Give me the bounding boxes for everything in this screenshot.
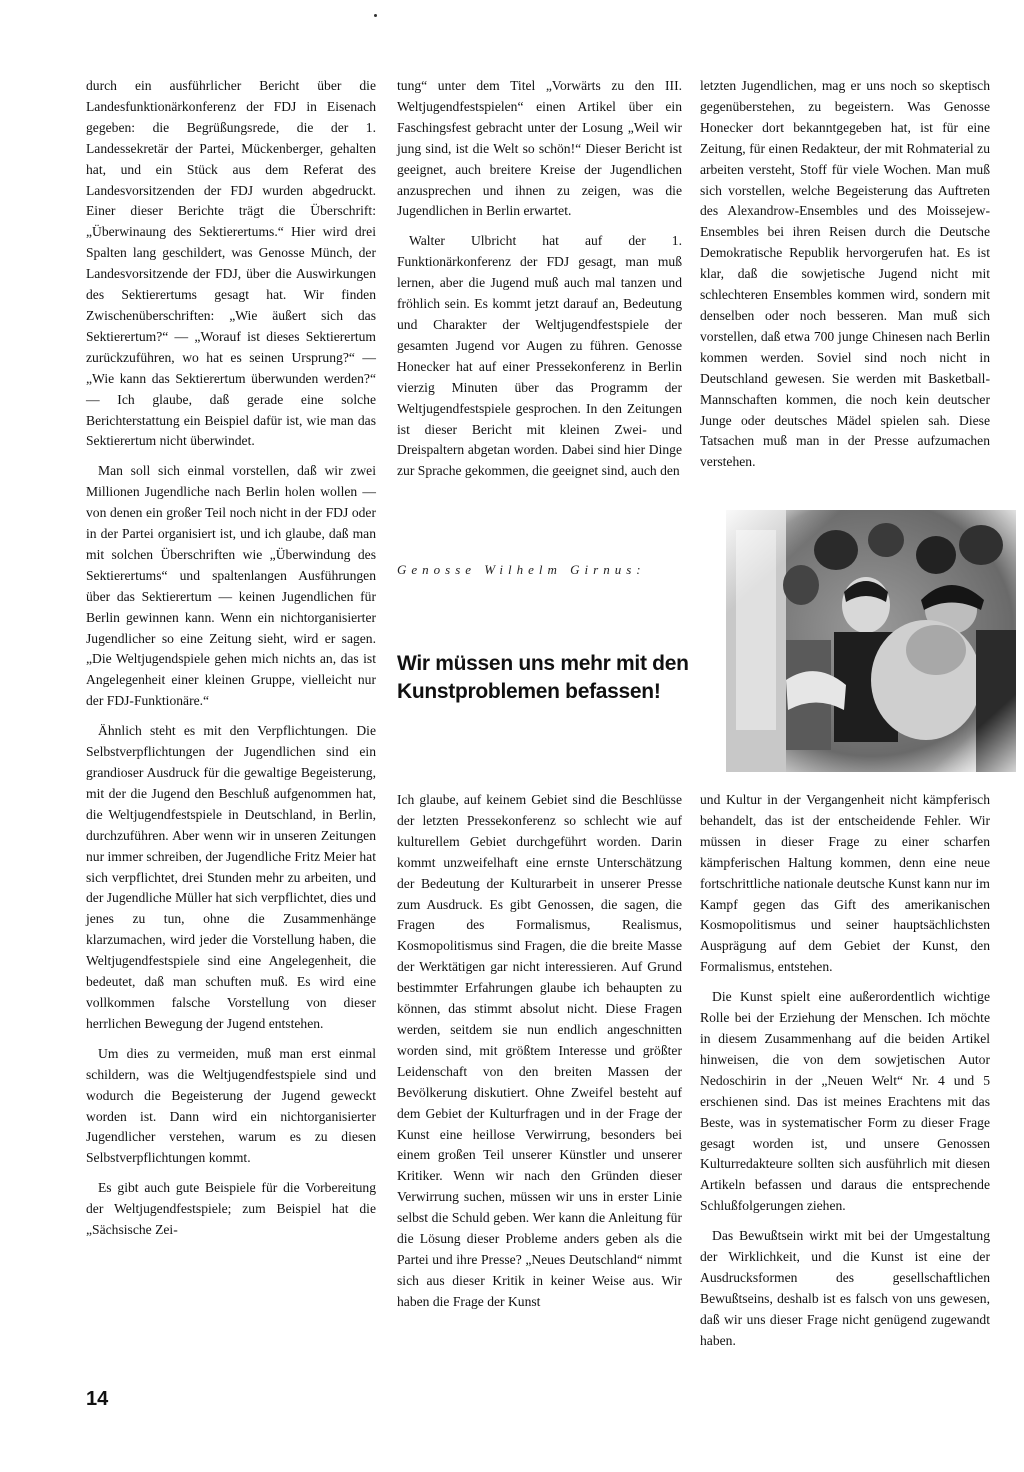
page-number: 14 xyxy=(86,1388,109,1410)
article-column-5 xyxy=(700,790,990,1361)
paragraph: Ich glaube, auf keinem Gebiet sind die Beschlüsse der letzten Pressekonferenz so schlecht wie auf kulturellem Gebiet durchgeführt worden. Darin kommt unzweifelhaft eine ernste Unterschätzung der Bedeutung der Kulturarbeit in unserer Presse zum Ausdruck. Es gibt Genossen, die sagen, die Fragen des Formalismus, Realismus, Kosmopolitismus sind Fragen, die die breite Masse der Werktätigen gar nicht interessieren. Auf Grund bestimmter Erfahrungen glaube ich behaupten zu können, das stimmt absolut nicht. Diese Fragen werden, seitdem sie nun endlich angeschnitten worden sind, mit größtem Interesse und größter Leidenschaft von den breiten Massen der Bevölkerung diskutiert. Ohne Zweifel besteht auf dem Gebiet der Kulturfragen und in der Frage der Kunst eine heillose Verwirrung, besonders bei einem großen Teil unserer Künstler und unserer Kritiker. Wenn wir nach den Gründen dieser Verwirrung suchen, müssen wir uns in erster Linie selbst die Schuld geben. Wer kann die Anleitung für die Lösung dieser Probleme anders geben als die Partei und ihre Presse? „Neues Deutschland“ nimmt sich aus dieser Kritik in keiner Weise aus. Wir haben die Frage der Kunst xyxy=(397,792,682,1309)
paragraph: Walter Ulbricht hat auf der 1. Funktionärkonferenz der FDJ gesagt, man muß lernen, aber die Jugend muß auch mal tanzen und fröhlich sein. Es kommt jetzt darauf an, Bedeutung und Charakter der Weltjugendfestspiele der gesamten Jugend vor Augen zu führen. Genosse Honecker hat auf einer Pressekonferenz in Berlin vierzig Minuten über das Programm der Weltjugendfestspiele gesprochen. In den Zeitungen ist dieser Bericht mit kleinen Zwei- und Dreispaltern abgetan worden. Dabei sind hier Dinge zur Sprache gekommen, die geeignet sind, auch den xyxy=(397,233,682,479)
print-mark xyxy=(374,14,377,17)
paragraph: Man soll sich einmal vorstellen, daß wir zwei Millionen Jugendliche nach Berlin holen wollen — von denen ein großer Teil noch nicht in der FDJ oder in der Partei organisiert ist, und ich glaube, daß man mit solchen Überschriften wie „Überwindung des Sektierertums“ und spaltenlangen Ausführungen über das Sektierertum — keinen Jugendlichen für Berlin gewinnen kann. Wenn ein nichtorganisierter Jugendlicher so eine Zeitung sieht, wird er sagen. „Die Weltjugendspiele gehen mich nichts an, das ist Angelegenheit einer kleinen Gruppe, vielleicht nur der FDJ-Funktionäre.“ xyxy=(86,463,376,709)
paragraph: Das Bewußtsein wirkt mit bei der Umgestaltung der Wirklichkeit, und die Kunst ist eine der Ausdrucksformen des gesellschaftlichen Bewußtseins, deshalb ist es falsch von uns gewesen, daß wir uns dieser Frage nicht genügend zugewandt haben. xyxy=(700,1228,990,1348)
paragraph: Um dies zu vermeiden, muß man erst einmal schildern, was die Weltjugendfestspiele sind und wodurch die Begeisterung der Jugend geweckt worden ist. Dann wird ein nichtorganisierter Jugendlicher verstehen, warum es zu diesen Selbstverpflichtungen kommt. xyxy=(86,1045,376,1166)
article-column-3 xyxy=(700,76,990,482)
paragraph: und Kultur in der Vergangenheit nicht kämpferisch behandelt, das ist der entscheidende Fehler. Wir müssen in dieser Frage zu einer scharfen kämpferischen Haltung kommen, denn eine neue fortschrittliche nationale deutsche Kunst kann nur im Kampf gegen das Gift des amerikanischen Kosmopolitismus und seiner hauptsächlichsten Ausprägung auf dem Gebiet der Kunst, den Formalismus, entstehen. xyxy=(700,792,990,975)
paragraph: Es gibt auch gute Beispiele für die Vorbereitung der Weltjugendfestspiele; zum Beispiel hat die „Sächsische Zei- xyxy=(86,1180,376,1238)
crowd-photo xyxy=(726,510,1016,772)
paragraph: Ähnlich steht es mit den Verpflichtungen. Die Selbstverpflichtungen der Jugendlichen sind ein grandioser Ausdruck für die gewaltige Begeisterung, mit der die Jugend den Beschluß aufgenommen hat, die Weltjugendfestspiele in Deutschland, in Berlin, durchzuführen. Aber wenn wir in unseren Zeitungen nur immer schreiben, der Jugendliche Fritz Meier hat sich verpflichtet, drei Stunden mehr zu arbeiten, und der Jugendliche Müller hat sich verpflichtet, dies und jenes zu tun, ohne die Zusammenhänge klarzumachen, wird jeder die Vorstellung haben, die Weltjugendfestspiele sind eine Angelegenheit, die bedeutet, daß man schuften muß. Es wird eine vollkommen falsche Vorstellung von dieser herrlichen Bewegung der Jugend entstehen. xyxy=(86,723,376,1031)
paragraph: Die Kunst spielt eine außerordentlich wichtige Rolle bei der Erziehung der Menschen. Ich möchte in diesem Zusammenhang auf die beiden Artikel hinweisen, die von dem sowjetischen Autor Nedoschirin in der „Neuen Welt“ Nr. 4 und 5 erschienen sind. Das ist meines Erachtens mit das Beste, was in systematischer Form zu dieser Frage gesagt worden ist, und unsere Genossen Kulturredakteure sollten sich ausführlich mit diesen Artikeln befassen und daraus die entsprechende Schlußfolgerungen ziehen. xyxy=(700,989,990,1214)
paragraph: durch ein ausführlicher Bericht über die Landesfunktionärkonferenz der FDJ in Eisenach gegeben: die Begrüßungsrede, die der 1. Landessekretär der Partei, Mückenberger, gehalten hat, und ein Stück aus dem Referat des Landesvorsitzenden der FDJ wurden abgedruckt. Einer dieser Berichte trägt die Überschrift: „Überwinaung des Sektierertums.“ Hier wird drei Spalten lang geschildert, was Genosse Münch, der Landesvorsitzende der FDJ, über die Auswirkungen des Sektierertums gesagt hat. Wir finden Zwischenüberschriften: „Wie äußert sich das Sektierertum?“ — „Worauf ist dieses Sektierertum zurückzuführen, wo hat es seinen Ursprung?“ — „Wie kann das Sektierertum überwunden werden?“ — Ich glaube, daß gerade eine solche Berichterstattung ein Beispiel dafür ist, wie man das Sektierertum nicht überwindet. xyxy=(86,78,376,449)
article-headline: Wir müssen uns mehr mit den Kunstproblemen befassen! xyxy=(397,652,689,703)
author-byline: Genosse Wilhelm Girnus: xyxy=(397,562,646,577)
paragraph: tung“ unter dem Titel „Vorwärts zu den III. Weltjugendfestspielen“ einen Artikel über ein Faschingsfest gebracht unter der Losung „Weil wir jung sind, ist die Welt so schön!“ Dieser Bericht ist geeignet, auch breitere Kreise der Jugendlichen anzusprechen und ihnen zu zeigen, was die Jugendlichen in Berlin erwartet. xyxy=(397,78,682,219)
article-column-2 xyxy=(397,76,682,491)
article-column-4 xyxy=(397,790,682,1322)
paragraph: letzten Jugendlichen, mag er uns noch so skeptisch gegenüberstehen, zu begeistern. Was Genosse Honecker dort bekanntgegeben hat, ist für eine Zeitung, für einen Redakteur, der mit Rohmaterial zu arbeiten versteht, Stoff für viele Wochen. Man muß sich vorstellen, welche Begeisterung das Auftreten des Alexandrow-Ensembles und des Moissejew-Ensembles bei ihren Reisen durch die Deutsche Demokratische Republik hervorgerufen hat. Es ist klar, daß die sowjetische Jugend nicht mit schlechteren Ensembles kommen wird, sondern mit denselben oder noch besseren. Man muß sich vorstellen, daß etwa 700 junge Chinesen nach Berlin kommen werden. Soviel sind noch nicht in Deutschland gewesen. Sie werden mit Basketball-Mannschaften kommen, die noch kein deutscher Junge oder deutsches Mädel spielen sah. Diese Tatsachen muß man in der Presse aufzumachen verstehen. xyxy=(700,78,990,470)
article-column-1 xyxy=(86,76,376,1250)
